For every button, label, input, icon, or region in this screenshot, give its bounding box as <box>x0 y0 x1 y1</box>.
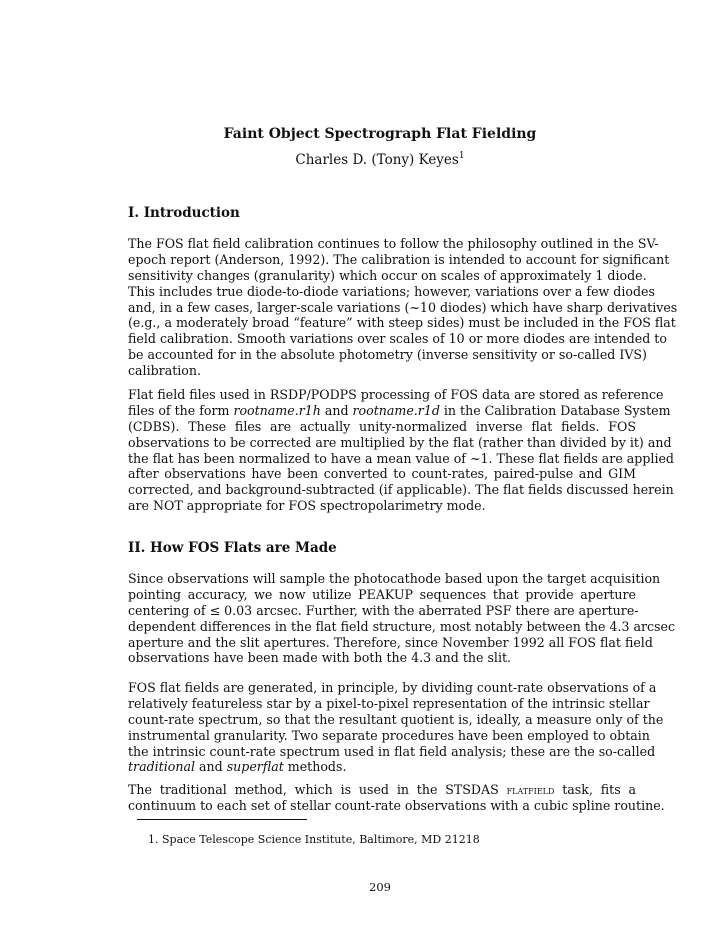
text-line <box>128 402 671 419</box>
author-name: Charles D. (Tony) Keyes <box>295 152 459 168</box>
text-span: in the Calibration Database System <box>439 402 671 418</box>
text-line: calibration. <box>128 363 201 379</box>
text-line: relatively featureless star by a pixel-to-pixel representation of the intrinsic stellar <box>128 695 650 711</box>
task-name-flatfield: flatfield <box>506 783 555 797</box>
footnote-marker: 1 <box>458 151 465 161</box>
text-line: Flat field files used in RSDP/PODPS processing of FOS data are stored as reference <box>128 387 664 402</box>
text-line: continuum to each set of stellar count-rate observations with a cubic spline routine. <box>128 797 665 813</box>
filename-r1d: rootname.r1d <box>352 402 440 418</box>
text-span: and <box>320 402 353 418</box>
text-span: files of the form <box>128 402 234 418</box>
text-span: The traditional method, which is used in the STSDAS <box>128 782 507 797</box>
text-line: be accounted for in the absolute photometry (inverse sensitivity or so-called IVS) <box>128 347 647 363</box>
text-line: aperture and the slit apertures. Therefore, since November 1992 all FOS flat field <box>128 634 653 650</box>
text-line: instrumental granularity. Two separate procedures have been employed to obtain <box>128 727 650 743</box>
text-line: pointing accuracy, we now utilize PEAKUP sequences that provide aperture <box>128 586 636 602</box>
text-span: task, fits a <box>554 782 637 797</box>
text-line <box>128 782 636 798</box>
author-line <box>0 152 720 168</box>
term-superflat: superflat <box>226 759 284 775</box>
paper-title: Faint Object Spectrograph Flat Fielding <box>223 126 537 142</box>
term-traditional: traditional <box>128 759 195 775</box>
text-line: the flat has been normalized to have a mean value of ~1. These flat fields are applied <box>128 450 674 466</box>
text-line: This includes true diode-to-diode variations; however, variations over a few diodes <box>128 283 655 299</box>
text-line: are NOT appropriate for FOS spectropolarimetry mode. <box>128 498 486 514</box>
footnote-rule <box>137 819 307 820</box>
section2-paragraph-3 <box>128 782 665 814</box>
text-line: after observations have been converted to count-rates, paired-pulse and GIM <box>128 466 636 482</box>
intro-paragraph-2 <box>128 387 674 514</box>
section2-paragraph-1 <box>128 571 676 666</box>
footnote: 1. Space Telescope Science Institute, Baltimore, MD 21218 <box>148 833 480 846</box>
text-line: FOS flat fields are generated, in principle, by dividing count-rate observations of a <box>128 680 657 695</box>
text-line: count-rate spectrum, so that the resultant quotient is, ideally, a measure only of the <box>128 711 664 727</box>
section-heading-how-flats-made: II. How FOS Flats are Made <box>128 540 337 556</box>
text-line: corrected, and background-subtracted (if applicable). The flat fields discussed herein <box>128 482 674 498</box>
filename-r1h: rootname.r1h <box>233 402 321 418</box>
section-heading-introduction: I. Introduction <box>128 205 240 221</box>
text-line: (e.g., a moderately broad “feature” with steep sides) must be included in the FOS flat <box>128 315 676 331</box>
text-line: Since observations will sample the photocathode based upon the target acquisition <box>128 571 661 586</box>
text-line: The FOS flat field calibration continues to follow the philosophy outlined in the SV- <box>128 236 659 251</box>
text-line: field calibration. Smooth variations over scales of 10 or more diodes are intended to <box>128 331 667 347</box>
text-line: sensitivity changes (granularity) which occur on scales of approximately 1 diode. <box>128 267 647 283</box>
text-line: the intrinsic count-rate spectrum used in flat field analysis; these are the so-called <box>128 743 656 759</box>
text-line: (CDBS). These files are actually unity-normalized inverse flat fields. FOS <box>128 418 636 434</box>
text-line <box>128 759 636 775</box>
text-span: and <box>195 759 227 775</box>
text-line: dependent differences in the flat field structure, most notably between the 4.3 arcsec <box>128 618 676 634</box>
text-line: epoch report (Anderson, 1992). The calibration is intended to account for significant <box>128 251 670 267</box>
text-line: observations to be corrected are multiplied by the flat (rather than divided by it) and <box>128 434 672 450</box>
text-line: centering of ≤ 0.03 arcsec. Further, with the aberrated PSF there are aperture- <box>128 602 639 618</box>
section2-paragraph-2 <box>128 680 664 775</box>
text-span: methods. <box>283 759 347 775</box>
text-line: and, in a few cases, larger-scale variations (~10 diodes) which have sharp derivatives <box>128 299 678 315</box>
page-number: 209 <box>369 880 391 894</box>
text-line: observations have been made with both the 4.3 and the slit. <box>128 650 512 666</box>
intro-paragraph-1 <box>128 236 678 379</box>
